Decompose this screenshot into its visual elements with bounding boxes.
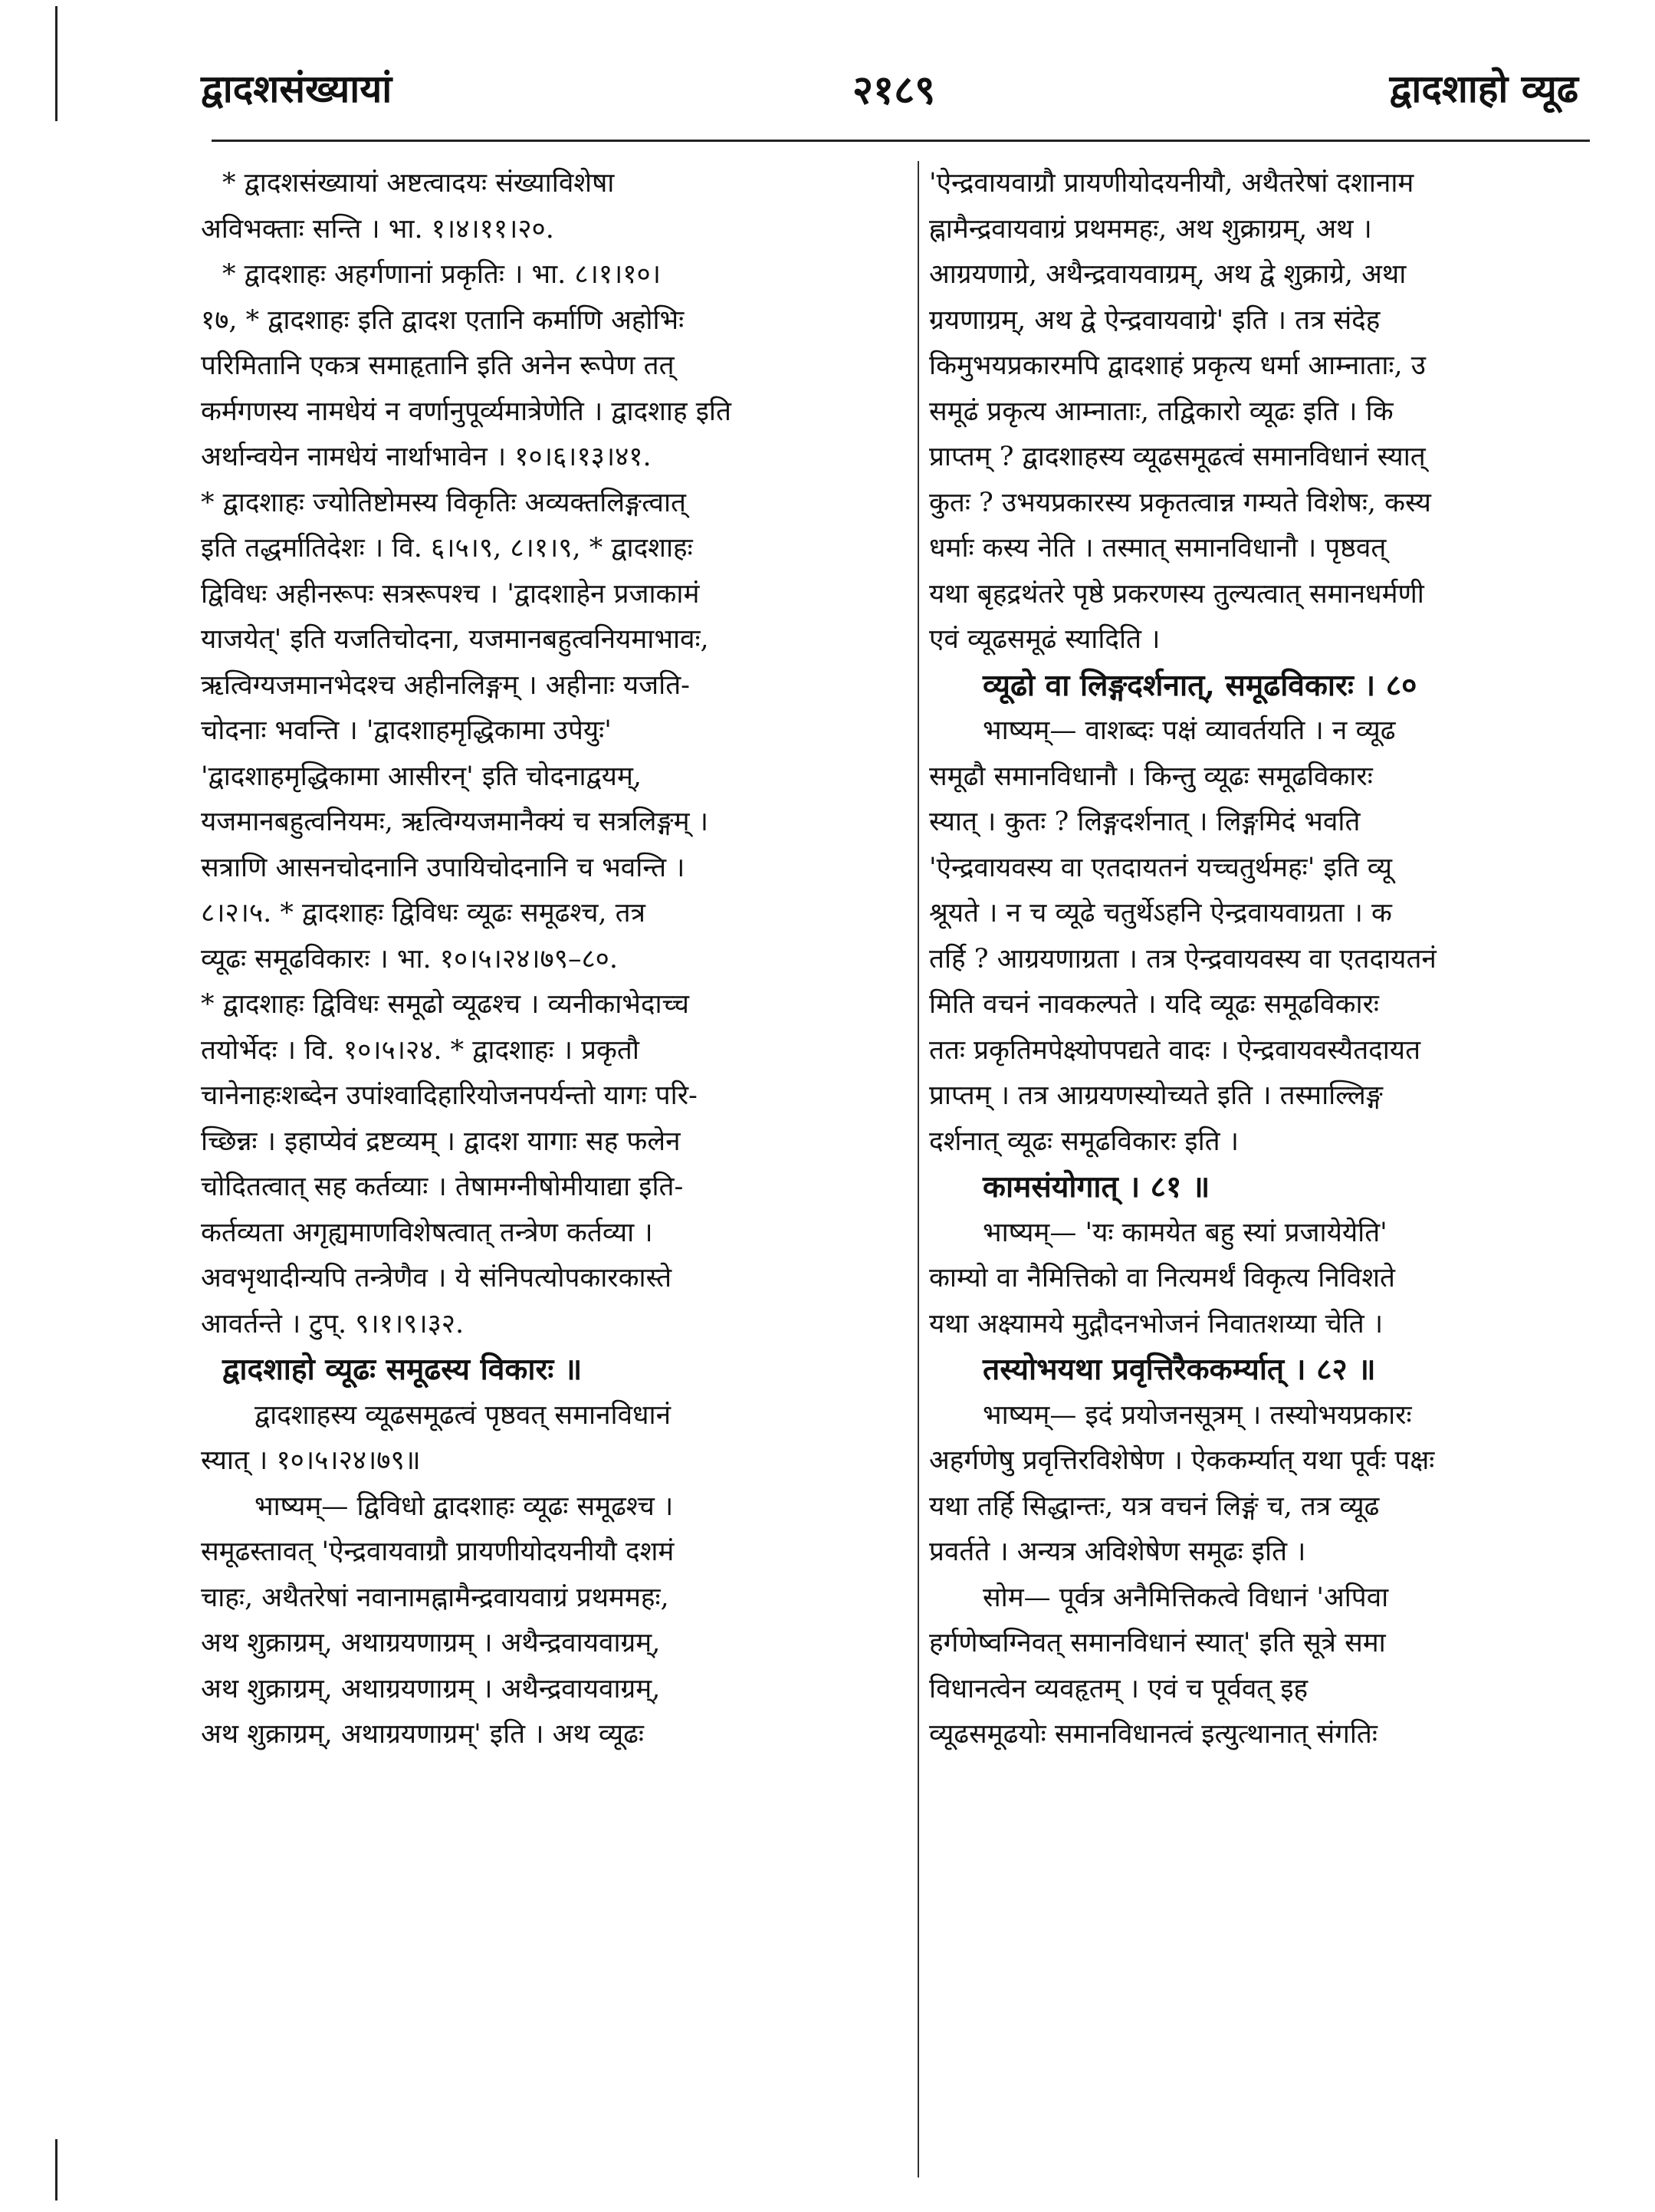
text-line: समूढस्तावत् 'ऐन्द्रवायवाग्रौ प्रायणीयोदयनीयौ दशमं (201, 1537, 675, 1567)
text-line: 'ऐन्द्रवायवस्य वा एतदायतनं यच्चतुर्थमहः' इति व्यू (929, 852, 1393, 883)
sutra-81-title: कामसंयोगात् । ८१ ॥ (983, 1169, 1210, 1205)
left-column (201, 161, 906, 2204)
text-line: अर्थान्वयेन नामधेयं नार्थाभावेन । १०।६।१३।४१. (201, 442, 652, 472)
text-line: काम्यो वा नैमित्तिको वा नित्यमर्थं विकृत्य निविशते (929, 1263, 1395, 1293)
text-line: विधानत्वेन व्यवहृतम् । एवं च पूर्ववत् इह (929, 1673, 1309, 1704)
text-line: याजयेत्' इति यजतिचोदना, यजमानबहुत्वनियमाभावः, (201, 624, 709, 655)
column-divider (918, 161, 919, 2177)
text-line: अथ शुक्राग्रम्, अथाग्रयणाग्रम् । अथैन्द्रवायवाग्रम्, (201, 1628, 661, 1658)
sutra-82-title: तस्योभयथा प्रवृत्तिरैककर्म्यात् । ८२ ॥ (983, 1352, 1376, 1387)
text-line: यथा अक्ष्यामये मुद्गौदनभोजनं निवातशय्या चेति । (929, 1308, 1384, 1339)
text-line: भाष्यम्— वाशब्दः पक्षं व्यावर्तयति । न व्यूढ (983, 715, 1396, 746)
text-line: धर्माः कस्य नेति । तस्मात् समानविधानौ । पृष्ठवत् (929, 533, 1387, 564)
text-line: 'द्वादशाहमृद्धिकामा आसीरन्' इति चोदनाद्वयम्, (201, 761, 642, 792)
left-margin-rule-bottom (55, 2139, 57, 2200)
text-line: स्यात् । कुतः ? लिङ्गदर्शनात् । लिङ्गमिदं भवति (929, 807, 1361, 837)
text-line: 'ऐन्द्रवायवाग्रौ प्रायणीयोदयनीयौ, अथैतरेषां दशानाम (929, 168, 1414, 199)
header-left-keyword: द्वादशसंख्यायां (201, 66, 392, 111)
text-line: दर्शनात् व्यूढः समूढविकारः इति । (929, 1126, 1239, 1157)
text-line: आग्रयणाग्रे, अथैन्द्रवायवाग्रम्, अथ द्वे शुक्राग्रे, अथा (929, 259, 1407, 290)
text-line: चानेनाहःशब्देन उपांश्वादिहारियोजनपर्यन्तो यागः परि- (201, 1080, 698, 1111)
text-line: स्यात् । १०।५।२४।७९॥ (201, 1445, 421, 1476)
text-line: प्राप्तम् ? द्वादशाहस्य व्यूढसमूढत्वं समानविधानं स्यात् (929, 442, 1426, 472)
text-line: भाष्यम्— द्विविधो द्वादशाहः व्यूढः समूढश्च । (254, 1491, 674, 1522)
text-line: अवभृथादीन्यपि तन्त्रेणैव । ये संनिपत्योपकारकास्ते (201, 1263, 672, 1293)
text-line: व्यूढः समूढविकारः । भा. १०।५।२४।७९–८०. (201, 943, 618, 975)
text-line: * द्वादशसंख्यायां अष्टत्वादयः संख्याविशेषा (222, 168, 615, 199)
text-line: सत्राणि आसनचोदनानि उपायिचोदनानि च भवन्ति । (201, 852, 685, 883)
text-line: चाहः, अथैतरेषां नवानामह्नामैन्द्रवायवाग्रं प्रथममहः, (201, 1582, 669, 1613)
text-line: इति तद्धर्मातिदेशः । वि. ६।५।९, ८।१।९, * द्वादशाहः (201, 533, 693, 564)
text-line: कुतः ? उभयप्रकारस्य प्रकृतत्वान्न गम्यते विशेषः, कस्य (929, 487, 1431, 518)
text-line: अथ शुक्राग्रम्, अथाग्रयणाग्रम् । अथैन्द्रवायवाग्रम्, (201, 1673, 661, 1704)
text-line: यजमानबहुत्वनियमः, ऋत्विग्यजमानैक्यं च सत्रलिङ्गम् । (201, 807, 708, 837)
text-line: भाष्यम्— 'यः कामयेत बहु स्यां प्रजायेयेति' (983, 1217, 1387, 1248)
text-line: आवर्तन्ते । टुप्. ९।१।९।३२. (201, 1308, 465, 1339)
text-line: परिमितानि एकत्र समाहृतानि इति अनेन रूपेण तत् (201, 350, 675, 381)
text-line: चोदनाः भवन्ति । 'द्वादशाहमृद्धिकामा उपेयुः' (201, 715, 612, 746)
text-line: प्राप्तम् । तत्र आग्रयणस्योच्यते इति । तस्माल्लिङ्ग (929, 1080, 1383, 1111)
text-line: * द्वादशाहः अहर्गणानां प्रकृतिः । भा. ८।१।१०। (222, 259, 661, 290)
text-line: ह्नामैन्द्रवायवाग्रं प्रथममहः, अथ शुक्राग्रम्, अथ । (929, 213, 1372, 245)
page-number: २१८९ (852, 67, 936, 113)
text-line: तयोर्भेदः । वि. १०।५।२४. * द्वादशाहः । प्रकृतौ (201, 1034, 639, 1066)
text-line: द्विविधः अहीनरूपः सत्ररूपश्च । 'द्वादशाहेन प्रजाकामं (201, 578, 700, 610)
text-line: समूढं प्रकृत्य आम्नाताः, तद्विकारो व्यूढः इति । कि (929, 396, 1394, 427)
text-line: सोम— पूर्वत्र अनैमित्तिकत्वे विधानं 'अपिवा (983, 1582, 1389, 1613)
text-line: ८।२।५. * द्वादशाहः द्विविधः व्यूढः समूढश्च, तत्र (201, 898, 645, 929)
text-line: * द्वादशाहः द्विविधः समूढो व्यूढश्च । व्यनीकाभेदाच्च (201, 989, 689, 1020)
text-line: एवं व्यूढसमूढं स्यादिति । (929, 624, 1161, 655)
sutra-79-title: द्वादशाहो व्यूढः समूढस्य विकारः ॥ (222, 1352, 583, 1387)
text-line: द्वादशाहस्य व्यूढसमूढत्वं पृष्ठवत् समानविधानं (254, 1399, 672, 1431)
text-line: किमुभयप्रकारमपि द्वादशाहं प्रकृत्य धर्मा आम्नाताः, उ (929, 350, 1426, 381)
text-line: मिति वचनं नावकल्पते । यदि व्यूढः समूढविकारः (929, 989, 1379, 1020)
text-line: हर्गणेष्वग्निवत् समानविधानं स्यात्' इति सूत्रे समा (929, 1628, 1386, 1658)
text-line: भाष्यम्— इदं प्रयोजनसूत्रम् । तस्योभयप्रकारः (983, 1399, 1412, 1431)
text-line: श्रूयते । न च व्यूढे चतुर्थेऽहनि ऐन्द्रवायवाग्रता । क (929, 898, 1392, 929)
text-line: ग्रयणाग्रम्, अथ द्वे ऐन्द्रवायवाग्रे' इति । तत्र संदेह (929, 304, 1381, 336)
text-line: अविभक्ताः सन्ति । भा. १।४।११।२०. (201, 213, 554, 245)
text-line: अथ शुक्राग्रम्, अथाग्रयणाग्रम्' इति । अथ व्यूढः (201, 1719, 644, 1750)
left-margin-rule (55, 6, 57, 121)
header-right-keyword: द्वादशाहो व्यूढ (1389, 66, 1578, 111)
text-line: १७, * द्वादशाहः इति द्वादश एतानि कर्माणि अहोभिः (201, 304, 685, 336)
page-header (201, 61, 1578, 130)
text-line: व्यूढसमूढयोः समानविधानत्वं इत्युत्थानात् संगतिः (929, 1719, 1378, 1750)
sutra-80-title: व्यूढो वा लिङ्गदर्शनात्, समूढविकारः । ८० (983, 667, 1417, 703)
text-line: च्छिन्नः । इहाप्येवं द्रष्टव्यम् । द्वादश यागाः सह फलेन (201, 1126, 681, 1157)
text-line: कर्तव्यता अगृह्यमाणविशेषत्वात् तन्त्रेण कर्तव्या । (201, 1217, 653, 1248)
text-line: * द्वादशाहः ज्योतिष्टोमस्य विकृतिः अव्यक्तलिङ्गत्वात् (201, 487, 686, 518)
header-rule (212, 140, 1590, 142)
text-line: यथा बृहद्रथंतरे पृष्ठे प्रकरणस्य तुल्यत्वात् समानधर्मणी (929, 578, 1424, 610)
text-line: यथा तर्हि सिद्धान्तः, यत्र वचनं लिङ्गं च, तत्र व्यूढ (929, 1491, 1380, 1522)
text-line: प्रवर्तते । अन्यत्र अविशेषेण समूढः इति । (929, 1537, 1306, 1567)
text-line: तर्हि ? आग्रयणाग्रता । तत्र ऐन्द्रवायवस्य वा एतदायतनं (929, 943, 1437, 975)
text-line: ऋत्विग्यजमानभेदश्च अहीनलिङ्गम् । अहीनाः यजति- (201, 669, 690, 701)
text-line: ततः प्रकृतिमपेक्ष्योपपद्यते वादः । ऐन्द्रवायवस्यैतदायत (929, 1034, 1421, 1066)
text-line: समूढौ समानविधानौ । किन्तु व्यूढः समूढविकारः (929, 761, 1373, 792)
text-line: अहर्गणेषु प्रवृत्तिरविशेषेण । ऐककर्म्यात् यथा पूर्वः पक्षः (929, 1445, 1435, 1476)
text-line: कर्मगणस्य नामधेयं न वर्णानुपूर्व्यमात्रेणेति । द्वादशाह इति (201, 396, 731, 427)
text-line: चोदितत्वात् सह कर्तव्याः । तेषामग्नीषोमीयाद्या इति- (201, 1172, 684, 1202)
right-column (929, 161, 1619, 2204)
